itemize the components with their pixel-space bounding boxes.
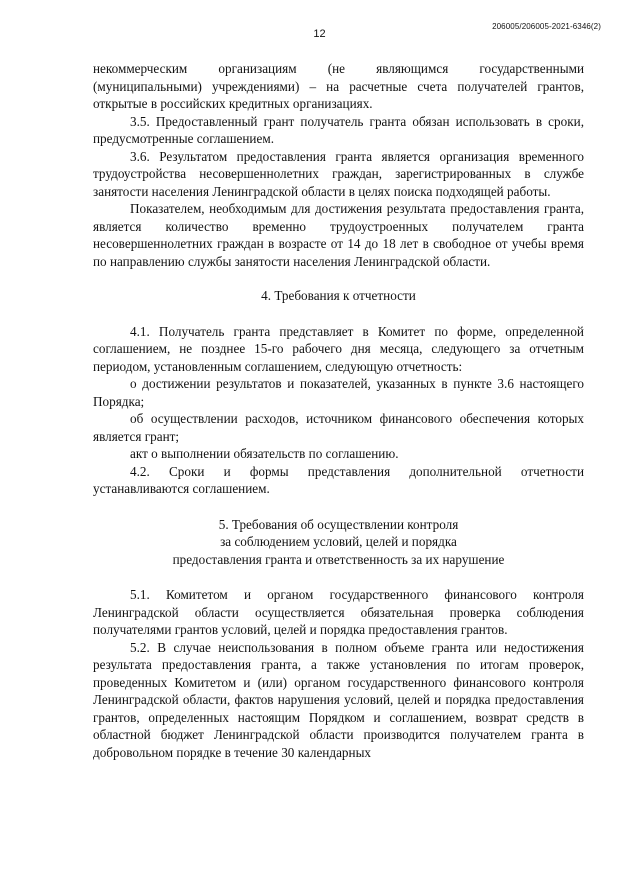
paragraph-continuation: некоммерческим организациям (не являющимся государственными (муниципальными) учреждениями) – на расчетные счета получателей грантов, открытые в российских кредитных организациях.: [93, 61, 584, 111]
paragraph-5-2: 5.2. В случае неиспользования в полном объеме гранта или недостижения результата предоставления гранта, а также установления по итогам проверок, проведенных Комитетом и (или) органом государственного финансового контроля Ленинградской области, фактов нарушения условий, целей и порядка предоставления грантов, определенных настоящим Порядком и соглашением, возврат средств в областной бюджет Ленинградской области производится получателем гранта в добровольном порядке в течение 30 календарных: [93, 639, 584, 760]
section-5-heading-line-2: за соблюдением условий, целей и порядка: [220, 534, 457, 549]
section-5-heading-line-1: 5. Требования об осуществлении контроля: [218, 516, 459, 532]
paragraph-report-expenses: об осуществлении расходов, источником финансового обеспечения которых является грант;: [93, 411, 584, 444]
page-number: 12: [313, 28, 326, 40]
paragraph-5-1: 5.1. Комитетом и органом государственного финансового контроля Ленинградской области осуществляется обязательная проверка соблюдения получателями грантов условий, целей и порядка предоставления грантов.: [93, 587, 584, 637]
section-5-heading-line-3: предоставления гранта и ответственность за их нарушение: [172, 551, 505, 567]
paragraph-indicator: Показателем, необходимым для достижения результата предоставления гранта, является количество временно трудоустроенных получателем гранта несовершеннолетних граждан в возрасте от 14 до 18 лет в свободное от учебы время по направлению службы занятости населения Ленинградской области.: [93, 201, 584, 269]
paragraph-report-results: о достижении результатов и показателей, указанных в пункте 3.6 настоящего Порядка;: [93, 376, 584, 409]
paragraph-4-2: 4.2. Сроки и формы представления дополнительной отчетности устанавливаются соглашением.: [93, 463, 584, 496]
paragraph-4-1: 4.1. Получатель гранта представляет в Комитет по форме, определенной соглашением, не позднее 15-го рабочего дня месяца, следующего за отчетным периодом, установленным соглашением, следующую отчетность:: [93, 323, 584, 374]
paragraph-3-6: 3.6. Результатом предоставления гранта является организация временного трудоустройства несовершеннолетних граждан, зарегистрированных в службе занятости населения Ленинградской области в целях поиска подходящей работы.: [93, 148, 584, 199]
section-4-heading: 4. Требования к отчетности: [261, 288, 416, 303]
document-body: [93, 60, 584, 761]
paragraph-report-act: акт о выполнении обязательств по соглашению.: [130, 446, 399, 461]
paragraph-3-5: 3.5. Предоставленный грант получатель гранта обязан использовать в сроки, предусмотренные соглашением.: [93, 113, 584, 146]
document-id: 206005/206005-2021-6346(2): [492, 22, 601, 31]
